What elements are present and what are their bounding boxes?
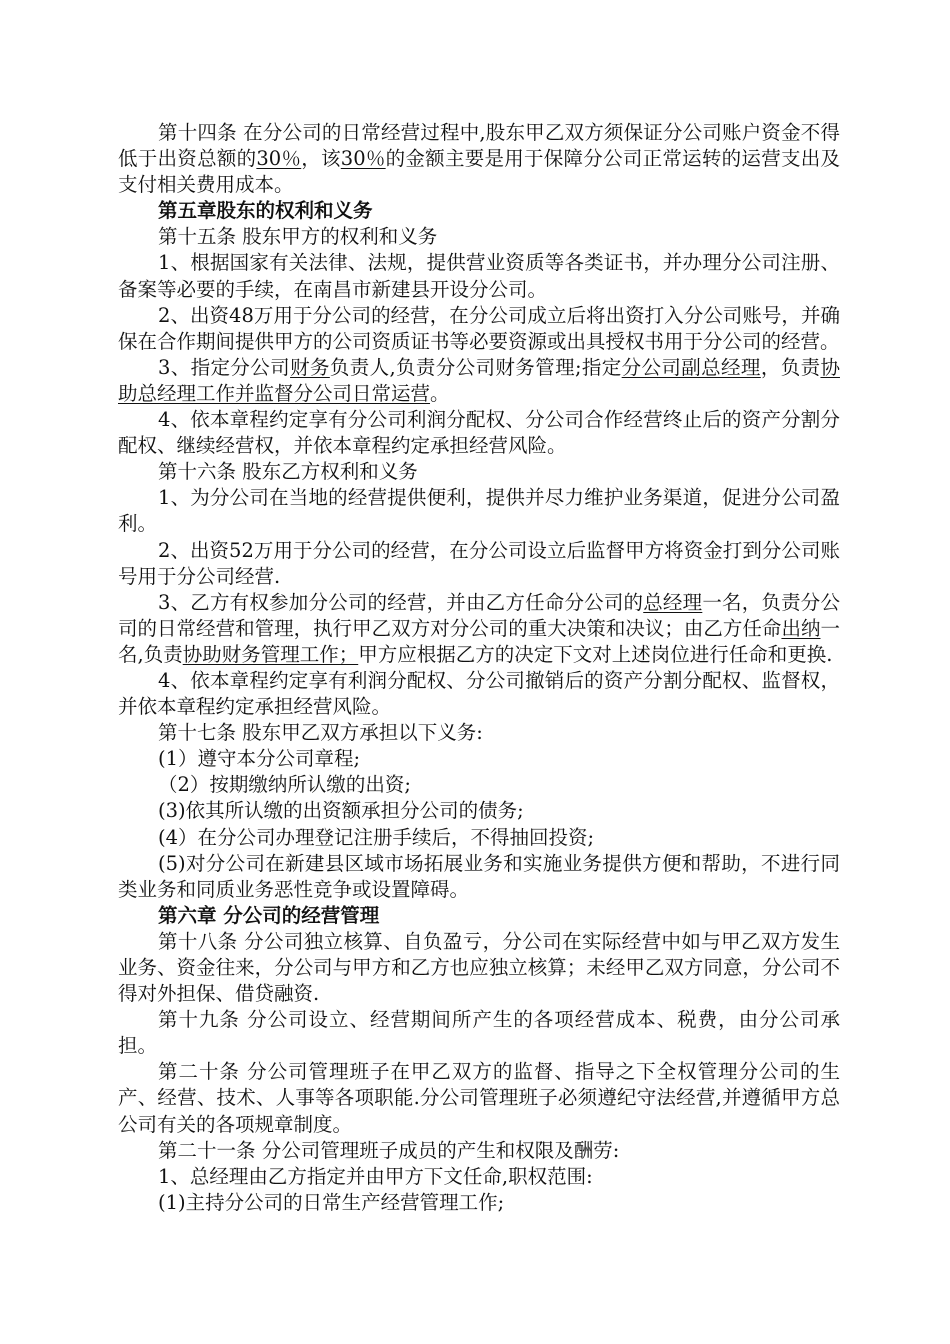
article-18: 第十八条 分公司独立核算、自负盈亏，分公司在实际经营中如与甲乙双方发生业务、资金往来，分公司与甲方和乙方也应独立核算；未经甲乙双方同意，分公司不得对外担保、借贷融资. bbox=[118, 929, 840, 1006]
article-16-item-1: 1、为分公司在当地的经营提供便利，提供并尽力维护业务渠道，促进分公司盈利。 bbox=[118, 486, 840, 536]
document-body bbox=[118, 120, 840, 1216]
text-run: 负责人,负责分公司财务管理;指定 bbox=[329, 355, 622, 379]
text-run: 一名,负责 bbox=[118, 616, 840, 666]
article-16-item-2: 2、出资52万用于分公司的经营，在分公司设立后监督甲方将资金打到分公司账号用于分公司经营. bbox=[118, 538, 840, 588]
underlined-text: 总经理 bbox=[643, 590, 703, 614]
underlined-text: 协助总经理工作并监督分公司日常运营 bbox=[118, 355, 840, 405]
article-15-item-4: 4、依本章程约定享有分公司利润分配权、分公司合作经营终止后的资产分割分配权、继续经营权，并依本章程约定承担经营风险。 bbox=[118, 408, 840, 458]
text-run: 3、指定分公司 bbox=[158, 355, 291, 379]
text-run: 第十四条 在分公司的日常经营过程中,股东甲乙双方须保证分公司账户资金不得低于出资总额的 bbox=[118, 121, 840, 171]
underlined-text: 分公司副总经理 bbox=[621, 355, 761, 379]
article-17-item-4: (4）在分公司办理登记注册手续后，不得抽回投资; bbox=[158, 825, 595, 849]
underlined-text: 出纳 bbox=[781, 616, 821, 640]
article-21-item-1: 1、总经理由乙方指定并由甲方下文任命,职权范围: bbox=[158, 1164, 593, 1188]
article-17: 第十七条 股东甲乙双方承担以下义务: bbox=[158, 721, 483, 745]
article-21: 第二十一条 分公司管理班子成员的产生和权限及酬劳: bbox=[158, 1138, 620, 1162]
article-16-item-3 bbox=[118, 590, 840, 668]
article-15-item-2: 2、出资48万用于分公司的经营，在分公司成立后将出资打入分公司账号，并确保在合作期间提供甲方的公司资质证书等必要资源或出具授权书用于分公司的经营。 bbox=[118, 303, 840, 353]
chapter-6-heading: 第六章 分公司的经营管理 bbox=[158, 903, 380, 927]
article-15-item-1: 1、根据国家有关法律、法规，提供营业资质等各类证书，并办理分公司注册、备案等必要的手续，在南昌市新建县开设分公司。 bbox=[118, 251, 840, 301]
article-17-item-1: (1）遵守本分公司章程; bbox=[158, 747, 361, 771]
underlined-text: 30％ bbox=[256, 147, 302, 171]
article-16-item-4: 4、依本章程约定享有利润分配权、分公司撤销后的资产分割分配权、监督权，并依本章程约定承担经营风险。 bbox=[118, 668, 840, 719]
text-run: 3、乙方有权参加分公司的经营，并由乙方任命分公司的 bbox=[158, 590, 644, 614]
underlined-text: 财务 bbox=[290, 355, 330, 379]
article-14 bbox=[118, 120, 840, 198]
text-run: 。 bbox=[430, 381, 450, 405]
text-run: 甲方应根据乙方的决定下文对上述岗位进行任命和更换. bbox=[358, 642, 833, 666]
article-17-item-2: （2）按期缴纳所认缴的出资; bbox=[158, 773, 411, 797]
article-20: 第二十条 分公司管理班子在甲乙双方的监督、指导之下全权管理分公司的生产、经营、技术、人事等各项职能.分公司管理班子必须遵纪守法经营,并遵循甲方总公司有关的各项规章制度。 bbox=[118, 1060, 840, 1136]
article-16: 第十六条 股东乙方权利和义务 bbox=[158, 460, 418, 484]
underlined-text: 协助财务管理工作； bbox=[182, 642, 359, 666]
article-15: 第十五条 股东甲方的权利和义务 bbox=[158, 225, 438, 249]
article-17-item-3: (3)依其所认缴的出资额承担分公司的债务; bbox=[158, 799, 524, 823]
text-run: 一名，负责分公司的日常经营和管理，执行甲乙双方对分公司的重大决策和决议；由乙方任命 bbox=[118, 590, 840, 640]
text-run: 的金额主要是用于保障分公司正常运转的运营支出及支付相关费用成本。 bbox=[118, 147, 840, 197]
chapter-5-heading: 第五章股东的权利和义务 bbox=[158, 199, 373, 223]
text-run: ，负责 bbox=[760, 355, 821, 379]
text-run: ，该 bbox=[301, 147, 341, 171]
article-15-item-3 bbox=[118, 355, 840, 407]
article-21-item-1-sub-1: (1)主持分公司的日常生产经营管理工作; bbox=[158, 1190, 505, 1214]
article-19: 第十九条 分公司设立、经营期间所产生的各项经营成本、税费，由分公司承担。 bbox=[118, 1008, 840, 1058]
underlined-text: 30％ bbox=[340, 147, 386, 171]
article-17-item-5: (5)对分公司在新建县区域市场拓展业务和实施业务提供方便和帮助，不进行同类业务和同质业务恶性竞争或设置障碍。 bbox=[118, 851, 840, 901]
